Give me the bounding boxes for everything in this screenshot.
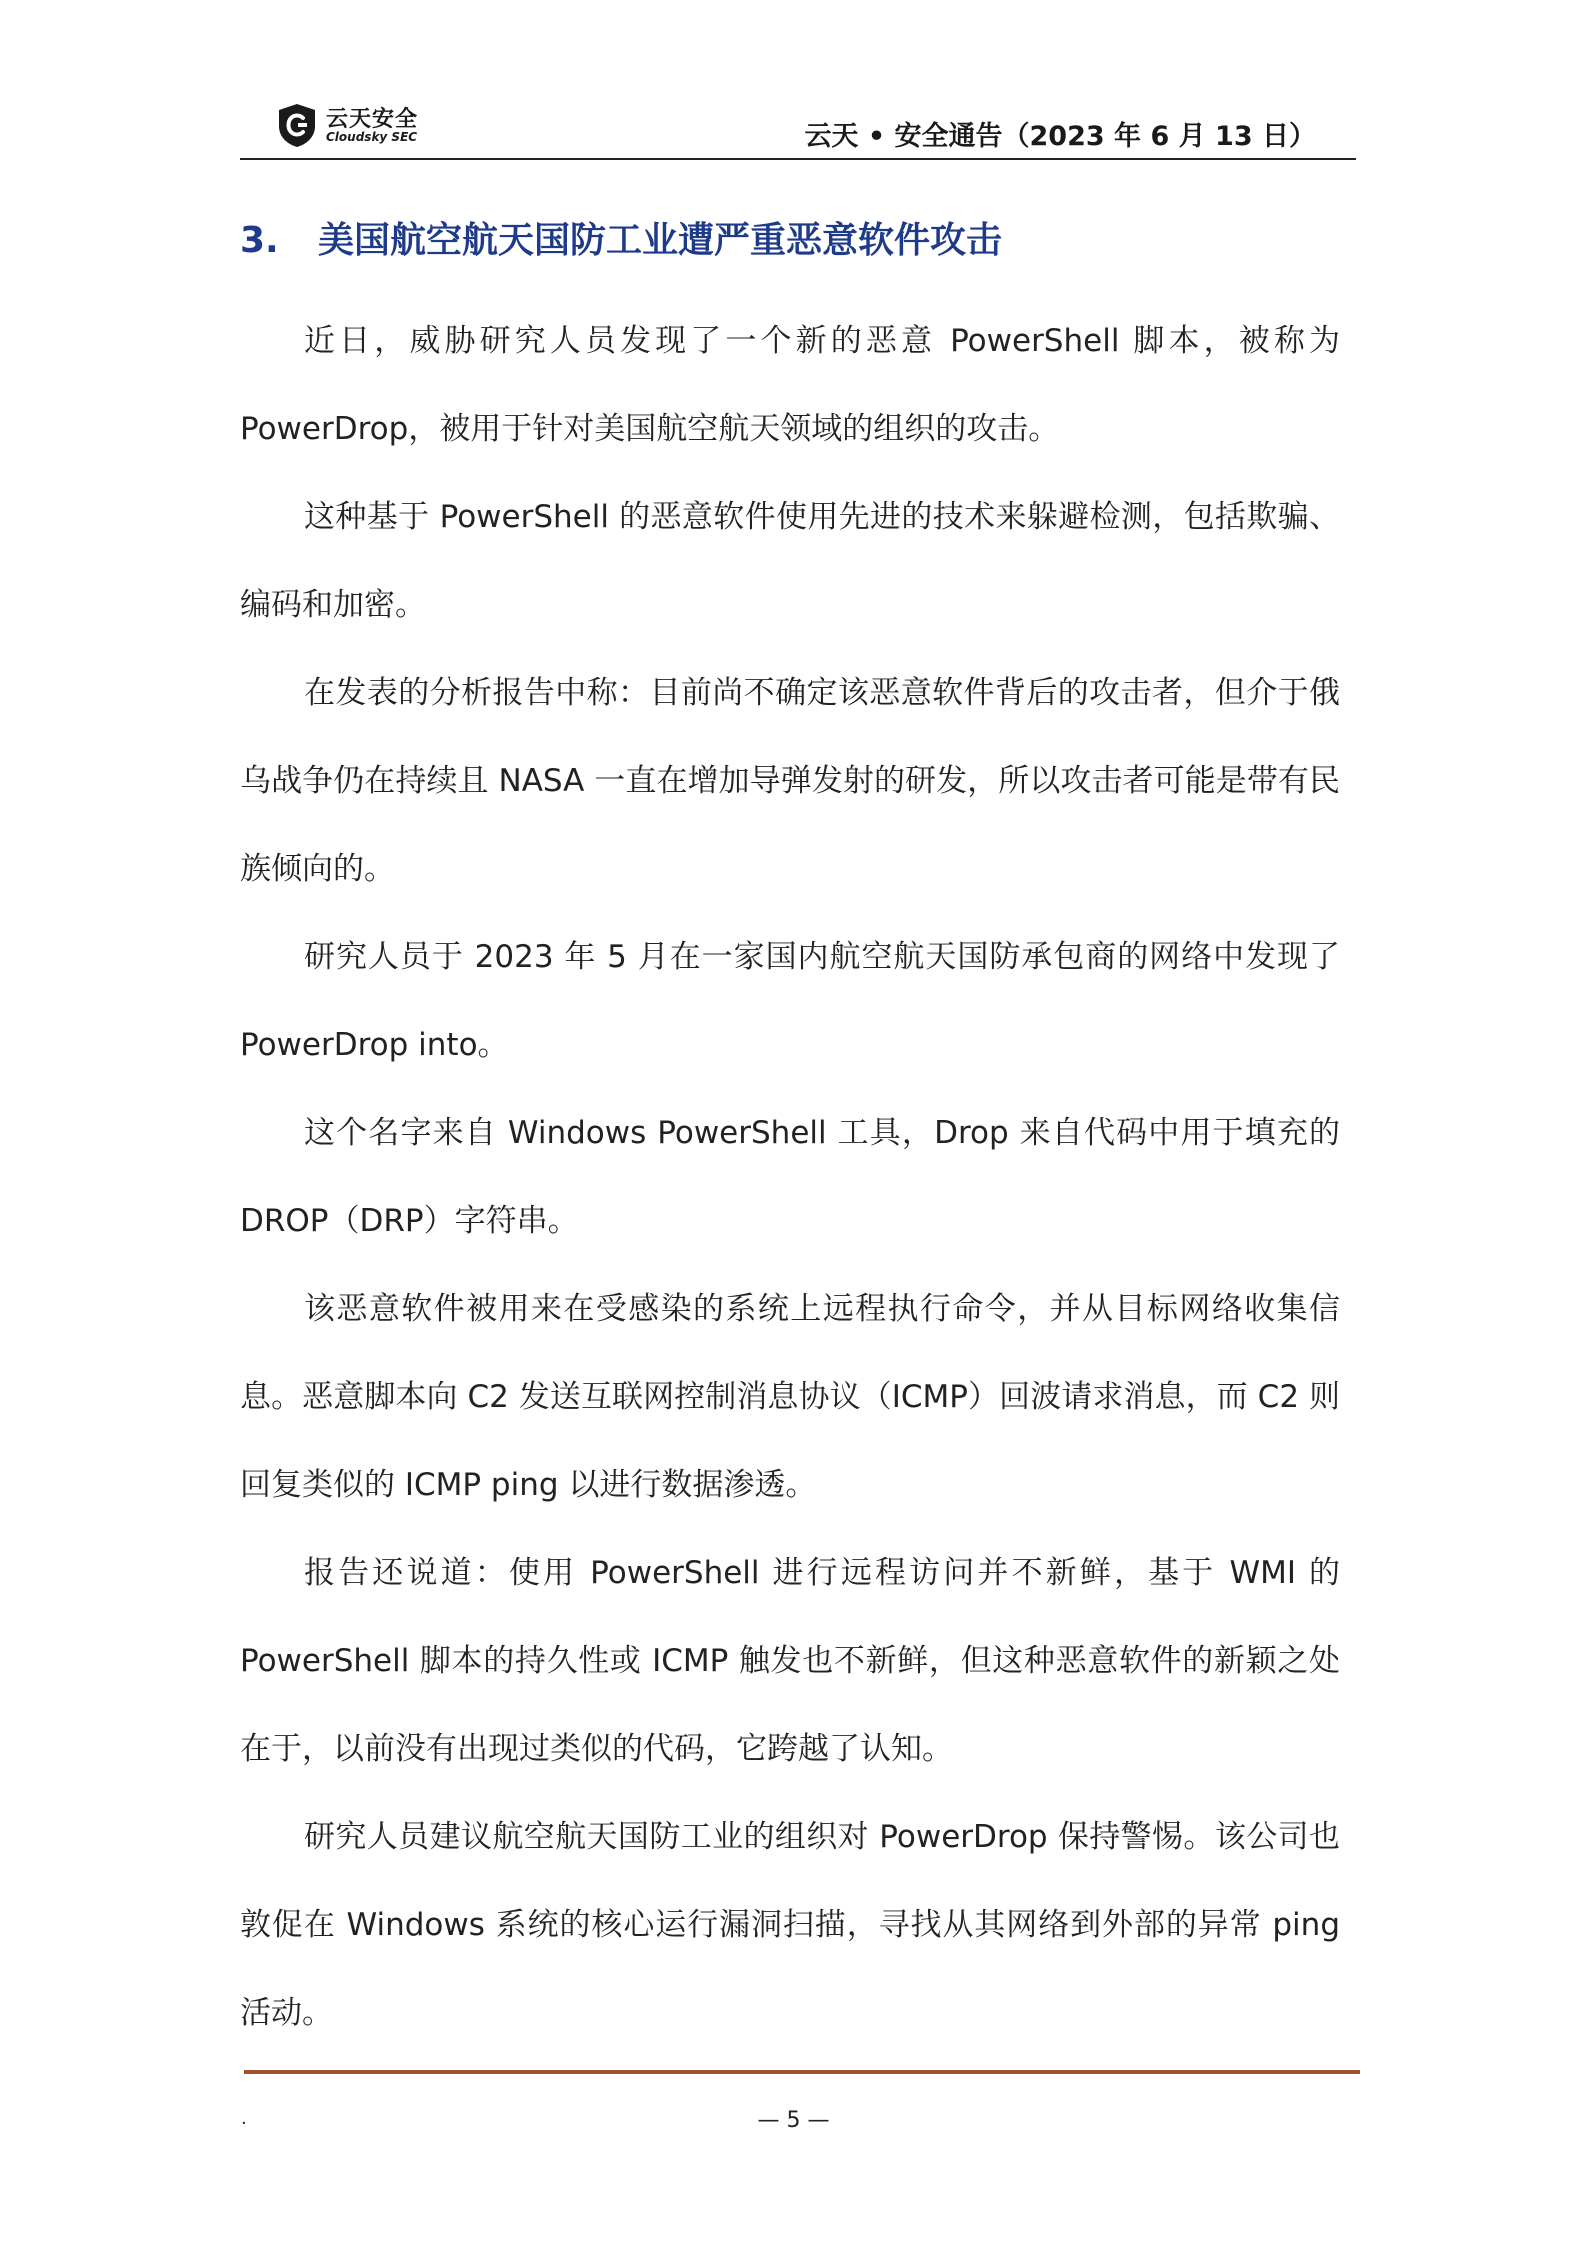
section-number: 3.	[240, 220, 279, 261]
paragraph: 近日，威胁研究人员发现了一个新的恶意 PowerShell 脚本，被称为 PowerDrop，被用于针对美国航空航天领域的组织的攻击。	[240, 323, 1340, 447]
paragraph: 在发表的分析报告中称：目前尚不确定该恶意软件背后的攻击者，但介于俄乌战争仍在持续且 NASA 一直在增加导弹发射的研发，所以攻击者可能是带有民族倾向的。	[240, 675, 1340, 887]
logo-name-cn: 云天安全	[326, 107, 419, 132]
section-heading	[240, 212, 1340, 263]
page-number: — 5 —	[757, 2108, 830, 2133]
paragraph: 该恶意软件被用来在受感染的系统上远程执行命令，并从目标网络收集信息。恶意脚本向 C2 发送互联网控制消息协议（ICMP）回波请求消息，而 C2 则回复类似的 ICMP ping 以进行数据渗透。	[240, 1291, 1340, 1503]
page-header	[240, 96, 1356, 160]
section-title: 美国航空航天国防工业遭严重恶意软件攻击	[318, 220, 1003, 261]
footer-divider	[244, 2070, 1360, 2074]
paragraph: 研究人员建议航空航天国防工业的组织对 PowerDrop 保持警惕。该公司也敦促在 Windows 系统的核心运行漏洞扫描，寻找从其网络到外部的异常 ping 活动。	[240, 1819, 1340, 2031]
company-logo	[276, 100, 476, 150]
paragraph: 研究人员于 2023 年 5 月在一家国内航空航天国防承包商的网络中发现了 PowerDrop into。	[240, 939, 1340, 1063]
paragraph: 这个名字来自 Windows PowerShell 工具，Drop 来自代码中用于填充的 DROP（DRP）字符串。	[240, 1115, 1340, 1239]
cloudsky-logo-icon	[276, 102, 318, 148]
article-body	[240, 297, 1340, 2057]
footer-dot: .	[241, 2108, 247, 2129]
paragraph: 报告还说道：使用 PowerShell 进行远程访问并不新鲜，基于 WMI 的 PowerShell 脚本的持久性或 ICMP 触发也不新鲜，但这种恶意软件的新颖之处在于，以前没有出现过类似的代码，它跨越了认知。	[240, 1555, 1340, 1767]
bulletin-title: 云天 • 安全通告（2023 年 6 月 13 日）	[804, 121, 1316, 152]
logo-name-en: Cloudsky SEC	[326, 130, 418, 144]
header-divider	[240, 158, 1356, 160]
paragraph: 这种基于 PowerShell 的恶意软件使用先进的技术来躲避检测，包括欺骗、编码和加密。	[240, 499, 1340, 623]
